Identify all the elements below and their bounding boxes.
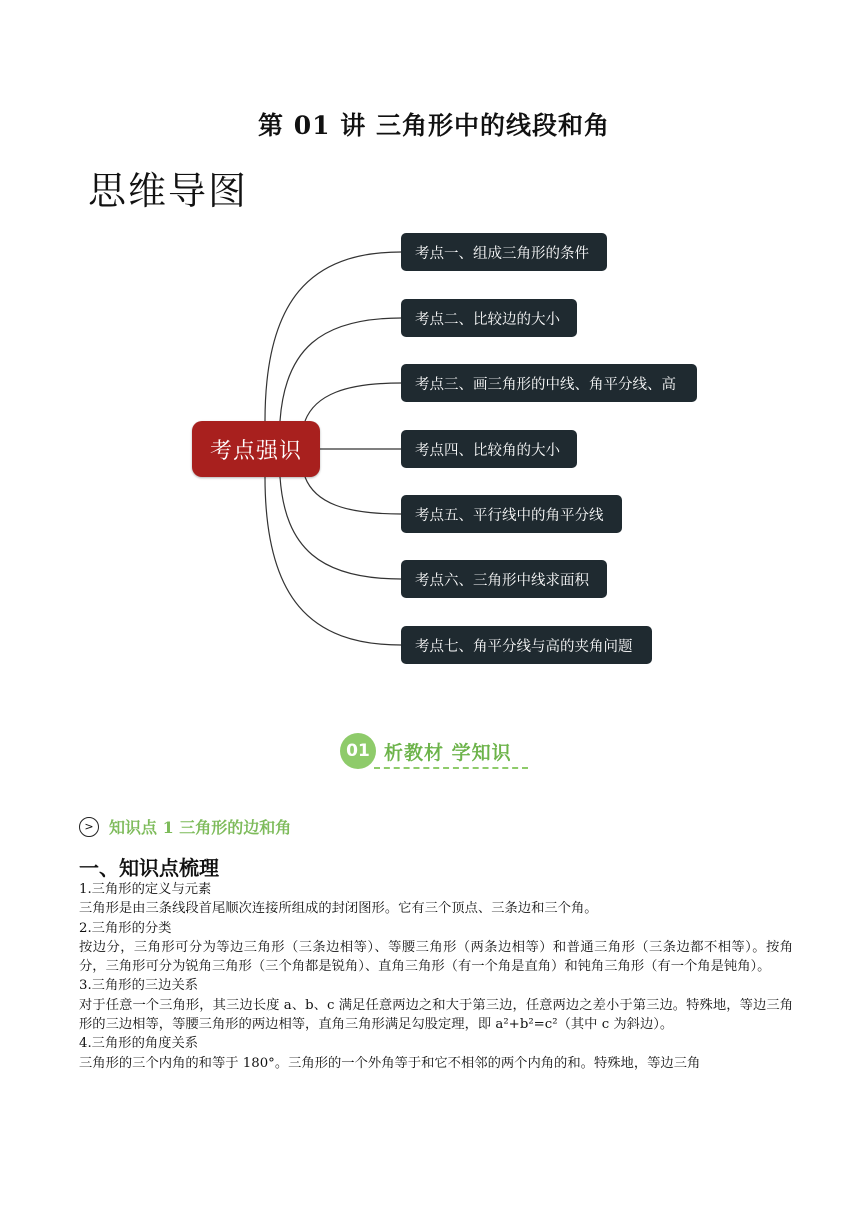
connector-2	[280, 318, 401, 421]
paragraph: 三角形的三个内角的和等于 180°。三角形的一个外角等于和它不相邻的两个内角的和。特殊地，等边三角	[79, 1055, 701, 1071]
mindmap-root: 考点强识	[192, 421, 320, 477]
section-title: 析教材 学知识	[384, 741, 512, 764]
connector-3	[305, 383, 401, 421]
paragraph: 三角形是由三条线段首尾顺次连接所组成的封闭图形。它有三个顶点、三条边和三个角。	[79, 901, 598, 917]
paragraph: 4.三角形的角度关系	[79, 1036, 199, 1052]
paragraph: 按边分，三角形可分为等边三角形（三条边相等）、等腰三角形（两条边相等）和普通三角形（三条边都不相等）。按角分，三角形可分为锐角三角形（三个角都是锐角）、直角三角形（有一个角是直角）和钝角三角形（有一个角是钝角）。	[79, 939, 793, 975]
mindmap-node-6: 考点六、三角形中线求面积	[401, 560, 607, 598]
paragraph: 对于任意一个三角形，其三边长度 a、b、c 满足任意两边之和大于第三边，任意两边之差小于第三边。特殊地，等边三角形的三边相等，等腰三角形的两边相等，直角三角形满足勾股定理，即 a²+b²=c²（其中 c 为斜边）。	[79, 997, 793, 1033]
section-heading: 一、知识点梳理	[79, 856, 219, 880]
section-number: 01	[340, 733, 376, 769]
connector-7	[265, 477, 401, 645]
mindmap-node-5: 考点五、平行线中的角平分线	[401, 495, 622, 533]
paragraph: 1.三角形的定义与元素	[79, 882, 212, 897]
body-text	[79, 880, 793, 1073]
mindmap-node-1: 考点一、组成三角形的条件	[401, 233, 607, 271]
paragraph: 3.三角形的三边关系	[79, 978, 199, 994]
section-underline	[374, 767, 528, 769]
connector-6	[280, 477, 401, 579]
knowledge-point-heading	[79, 815, 291, 838]
page-title: 第 01 讲 三角形中的线段和角	[258, 111, 610, 140]
mindmap-node-7: 考点七、角平分线与高的夹角问题	[401, 626, 652, 664]
mindmap-node-3: 考点三、画三角形的中线、角平分线、高	[401, 364, 697, 402]
mindmap-node-2: 考点二、比较边的大小	[401, 299, 577, 337]
chevron-right-circle-icon: >	[79, 817, 99, 837]
mindmap-heading: 思维导图	[88, 169, 249, 213]
mindmap-node-4: 考点四、比较角的大小	[401, 430, 577, 468]
connector-5	[305, 477, 401, 514]
section-badge	[340, 733, 512, 769]
knowledge-point-label: 知识点 1 三角形的边和角	[109, 818, 292, 837]
paragraph: 2.三角形的分类	[79, 920, 172, 936]
connector-1	[265, 252, 401, 421]
